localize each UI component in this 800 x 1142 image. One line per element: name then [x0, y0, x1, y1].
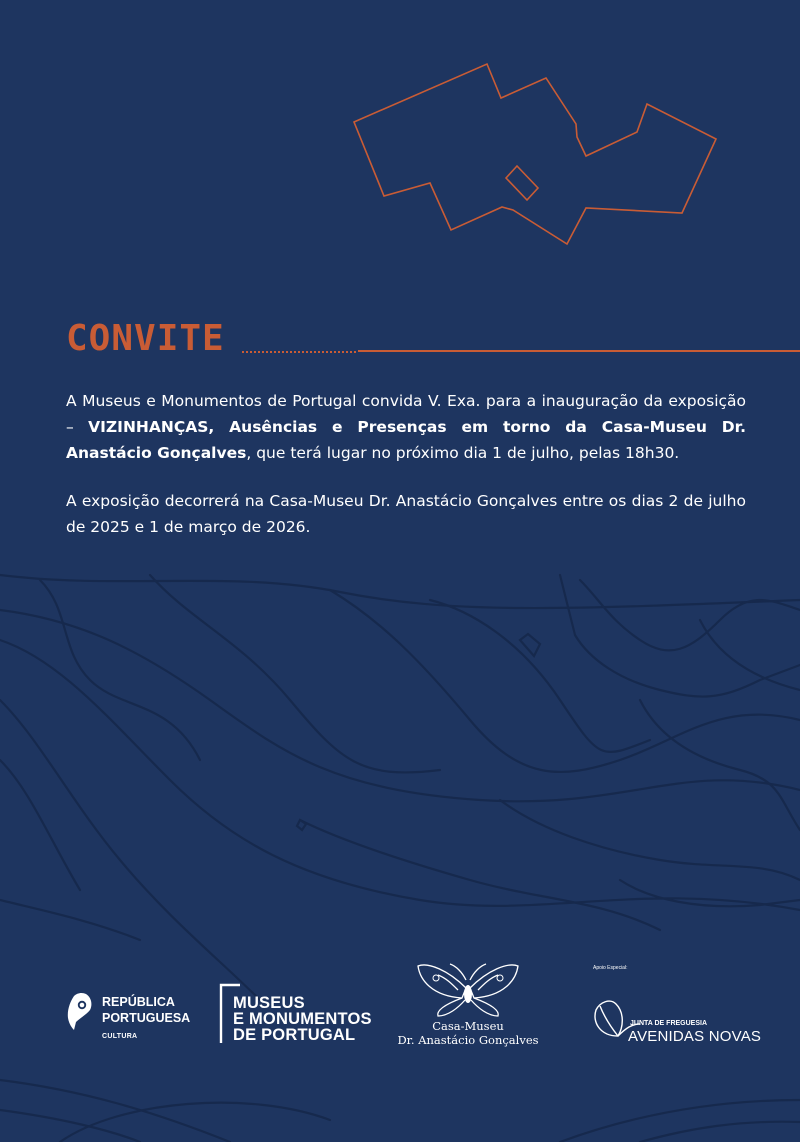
heading-solid-rule: [358, 350, 800, 352]
invitation-paragraph: [66, 388, 746, 466]
junta-line2: AVENIDAS NOVAS: [628, 1028, 762, 1045]
mmp-line3: DE PORTUGAL: [233, 1026, 356, 1044]
republica-line1: REPÚBLICA: [102, 995, 175, 1009]
mmp-line2: E MONUMENTOS: [233, 1010, 372, 1028]
junta-line1: JUNTA DE FREGUESIA: [630, 1020, 708, 1027]
casa-museu-line2: Dr. Anastácio Gonçalves: [397, 1033, 539, 1047]
heading-dotted-rule: [242, 351, 356, 353]
building-outline-icon: [0, 0, 800, 260]
apoio-especial-label: Apoio Especial:: [593, 965, 628, 971]
exhibition-dates-paragraph: A exposição decorrerá na Casa-Museu Dr. Anastácio Gonçalves entre os dias 2 de julho de 2025 e 1 de março de 2026.: [66, 492, 746, 536]
mmp-line1: MUSEUS: [233, 994, 305, 1012]
invitation-outro: , que terá lugar no próximo dia 1 de julho, pelas 18h30.: [246, 444, 680, 462]
casa-museu-line1: Casa-Museu: [432, 1019, 504, 1033]
republica-line3: CULTURA: [102, 1033, 138, 1040]
invite-heading: CONVITE: [66, 318, 225, 359]
invitation-intro: A Museus e Monumentos de Portugal convida V. Exa. para a inauguração da exposição –: [66, 392, 746, 436]
exhibition-title: VIZINHANÇAS, Ausências e Presenças em torno da Casa-Museu Dr. Anastácio Gonçalves: [66, 418, 746, 462]
republica-line2: PORTUGUESA: [102, 1011, 191, 1025]
